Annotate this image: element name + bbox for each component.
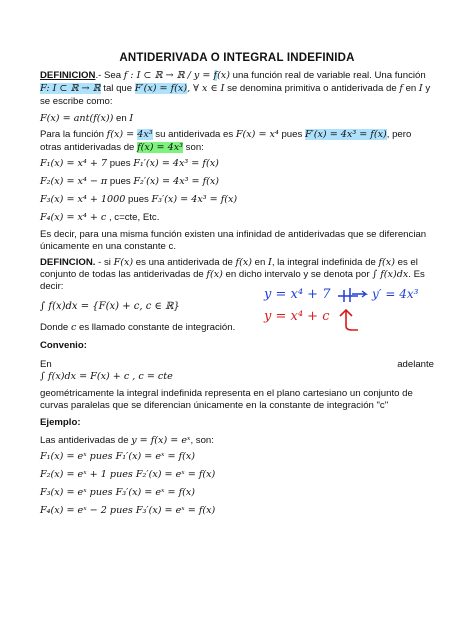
example1-item: F₄(x) = x⁴ + c , c=cte, Etc. [40,212,160,223]
ejemplo-item: F₃(x) = eˣ pues F₃′(x) = eˣ = f(x) [40,487,196,498]
convenio-en: En [40,359,52,370]
ejemplo-item: F₄(x) = eˣ − 2 pues F₃′(x) = eˣ = f(x) [40,505,216,516]
def1-line1: DEFINICION.- Sea f : I ⊂ ℝ → ℝ / y = f(x) una función real de variable real. Una función [40,70,426,81]
def1-label: DEFINICION [40,70,96,81]
ejemplo-heading: Ejemplo: [40,417,81,428]
handwritten-hook-red [340,310,358,330]
def2-line2: conjunto de todas las antiderivadas de f(x) en dicho intervalo y se denota por ∫ f(x)dx. Es [40,269,425,280]
example1-item: F₃(x) = x⁴ + 1000 pues F₃′(x) = 4x³ = f(x) [40,194,238,205]
def1-line3: se escribe como: [40,96,113,107]
handwritten-annotation [262,282,432,334]
ejemplo-item: F₁(x) = eˣ pues F₁′(x) = eˣ = f(x) [40,451,196,462]
def2-line3: decir: [40,281,64,292]
convenio-adelante: adelante [397,359,434,370]
ejemplo-item: F₂(x) = eˣ + 1 pues F₂′(x) = eˣ = f(x) [40,469,216,480]
handwritten-scribble-blue [338,288,358,302]
def2-label: DEFINCION. [40,257,96,268]
example1-item: F₁(x) = x⁴ + 7 pues F₁′(x) = 4x³ = f(x) [40,158,219,169]
ejemplo-intro: Las antiderivadas de y = f(x) = eˣ, son: [40,435,214,446]
example1-line1: Para la función f(x) = 4x³ su antiderivada es F(x) = x⁴ pues F′(x) = 4x³ = f(x), pero [40,129,412,140]
example1-note-line1: Es decir, para una misma función existen una infinidad de antiderivadas que se diferencian [40,229,427,240]
convenio-text-line1: geométricamente la integral indefinida representa en el plano cartesiano un conjunto de [40,388,413,399]
handwritten-eq1: y = x⁴ + 7 [264,287,331,302]
convenio-formula: ∫ f(x)dx = F(x) + c , c = cte [40,371,173,382]
def2-donde: Donde c es llamado constante de integración. [40,322,236,333]
handwritten-eq2: y = x⁴ + c [264,309,330,324]
example1-note-line2: únicamente en una constante c. [40,241,177,252]
convenio-heading: Convenio: [40,340,87,351]
page-title: ANTIDERIVADA O INTEGRAL INDEFINIDA [119,52,355,64]
handwritten-eq3: y′ = 4x³ [372,287,419,301]
def1-formula: F(x) = ant(f(x)) en I [40,113,134,124]
def2-line1: DEFINCION. - si F(x) es una antiderivada de f(x) en I, la integral indefinida de f(x) es el [40,257,418,268]
def2-set-formula: ∫ f(x)dx = {F(x) + c, c ∈ ℝ} [40,301,180,312]
convenio-text-line2: curvas paralelas que se diferencian únicamente en la constante de integración "c" [40,400,389,411]
example1-item: F₂(x) = x⁴ − π pues F₂′(x) = 4x³ = f(x) [40,176,220,187]
def1-line2: F: I ⊂ ℝ → ℝ tal que F′(x) = f(x), ∀ x ∈ I se denomina primitiva o antiderivada de f en I y [40,83,431,94]
example1-line2: otras antiderivadas de f(x) = 4x³ son: [40,142,204,153]
